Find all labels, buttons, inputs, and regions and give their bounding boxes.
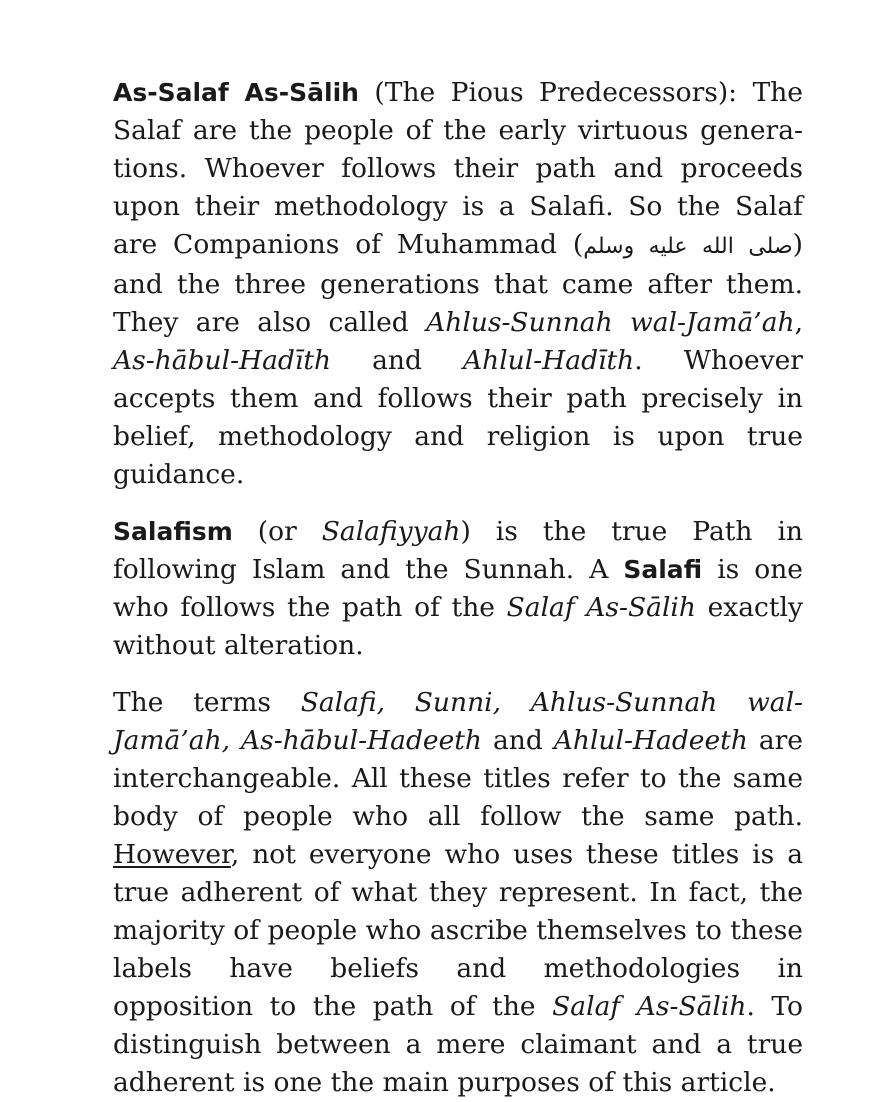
text-segment: , xyxy=(794,307,803,338)
italic-term: Ahlul-Hadīth xyxy=(463,345,635,376)
text-segment: The terms xyxy=(113,687,301,718)
paragraph-salaf-definition xyxy=(113,74,803,494)
text-segment: (or xyxy=(232,516,322,547)
italic-term: Salafiyyah xyxy=(321,516,461,547)
paragraph-salafism-definition xyxy=(113,513,803,665)
underlined-however: However xyxy=(113,839,231,870)
italic-term: Ahlul-Hadeeth xyxy=(553,725,748,756)
italic-term: Salaf As-Sālih xyxy=(506,592,696,623)
article-body xyxy=(113,74,803,1102)
italic-term: Salafi, Sunni, Ahlus-Sunnah wal-Jamā’ah, As-hābul-Hadeeth xyxy=(113,687,803,756)
term-salafism: Salafism xyxy=(113,517,233,546)
text-segment: and xyxy=(331,345,463,376)
italic-term: Ahlus-Sunnah wal-Jamā’ah xyxy=(426,307,795,338)
term-salafi: Salafi xyxy=(623,555,703,584)
text-segment: is one who follows the path of the xyxy=(113,554,803,623)
text-segment: . To distinguish between a mere claimant and a true adherent is one the main purposes of this article. xyxy=(113,991,804,1098)
text-segment: . Whoever accepts them and follows their path precisely in belief, methodology and religion is upon true guidance. xyxy=(113,345,803,490)
text-segment: and xyxy=(482,725,554,756)
italic-term: Salaf As-Sālih xyxy=(552,991,747,1022)
text-segment: are interchangeable. All these titles refer to the same body of people who all follow the same path. xyxy=(113,725,803,832)
text-segment: exactly without alteration. xyxy=(113,592,803,661)
paragraph-terms-interchangeable xyxy=(113,684,803,1102)
arabic-salutation: صلى الله عليه وسلم xyxy=(583,234,793,259)
text-segment: ) is the true Path in following Islam and the Sunnah. A xyxy=(113,516,803,585)
italic-term: As-hābul-Hadīth xyxy=(113,345,332,376)
text-segment: , not everyone who uses these titles is a true adherent of what they represent. In fact, the majority of people who ascribe themselves to these labels have beliefs and methodologies in opposition to the path of the xyxy=(113,839,803,1022)
text-segment: (The Pious Predecessors): The Salaf are the people of the early virtuous generations. Whoever follows their path and proceeds upon their methodology is a Salafi. So the Salaf are Companions of Muhammad ( xyxy=(113,77,803,260)
text-segment: ) and the three generations that came after them. They are also called xyxy=(113,229,803,338)
term-as-salaf-as-salih: As-Salaf As-Sālih xyxy=(113,78,359,107)
